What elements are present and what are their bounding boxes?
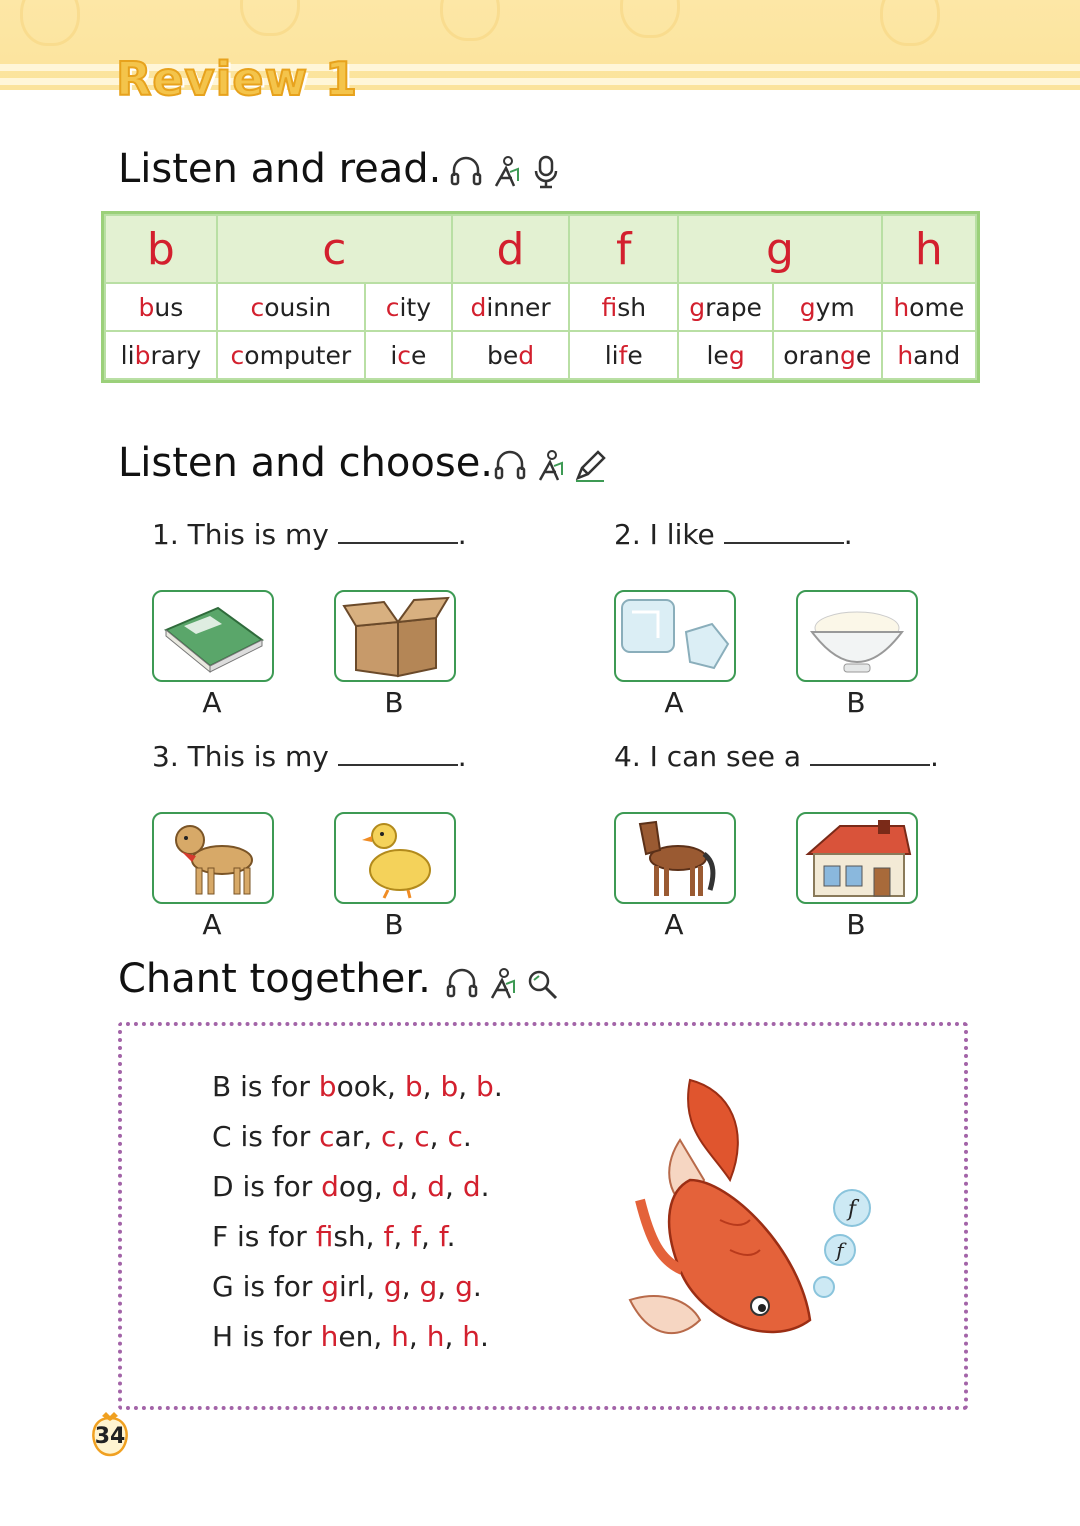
option-dog-picture[interactable]: [152, 812, 274, 904]
option-house-picture[interactable]: [796, 812, 918, 904]
reading-icon: [484, 966, 520, 1002]
chant-line: H is for hen, h, h, h.: [212, 1320, 489, 1353]
option-a-label: A: [664, 908, 684, 941]
option-b-label: B: [846, 908, 866, 941]
strawberry-decoration: [880, 0, 940, 46]
option-b-label: B: [384, 908, 404, 941]
bubble-letter: f: [836, 1238, 844, 1262]
option-horse-picture[interactable]: [614, 812, 736, 904]
section3-icons: [444, 964, 560, 1004]
section-title-listen-read: Listen and read.: [118, 146, 442, 192]
strawberry-decoration: [620, 0, 680, 38]
word-cell: orange: [773, 331, 882, 379]
word-row: [105, 283, 976, 331]
letter-cell: d: [452, 215, 569, 283]
section1-icons: [448, 152, 564, 192]
headphones-icon: [444, 966, 480, 1002]
word-cell: cousin: [217, 283, 365, 331]
chant-line: C is for car, c, c, c.: [212, 1120, 472, 1153]
headphones-icon: [492, 448, 528, 484]
letter-cell: f: [569, 215, 678, 283]
section-title-listen-choose: Listen and choose.: [118, 440, 494, 486]
option-a-label: A: [664, 686, 684, 719]
word-cell: gym: [773, 283, 882, 331]
option-b-label: B: [846, 686, 866, 719]
section2-icons: [492, 446, 608, 486]
bubbles-icon: [806, 1184, 886, 1304]
word-row: [105, 331, 976, 379]
bubble-letter: f: [847, 1197, 857, 1222]
letter-row: [105, 215, 976, 283]
option-ice-picture[interactable]: [614, 590, 736, 682]
letter-cell: b: [105, 215, 217, 283]
reading-icon: [532, 448, 568, 484]
word-cell: hand: [882, 331, 976, 379]
option-book-picture[interactable]: [152, 590, 274, 682]
word-cell: dinner: [452, 283, 569, 331]
page-number-badge: [88, 1410, 132, 1462]
section-title-chant: Chant together.: [118, 956, 431, 1002]
word-cell: bed: [452, 331, 569, 379]
word-cell: fish: [569, 283, 678, 331]
microphone-icon: [528, 154, 564, 190]
word-cell: bus: [105, 283, 217, 331]
chant-line: D is for dog, d, d, d.: [212, 1170, 490, 1203]
page-title: Review 1: [116, 52, 359, 106]
question-2: 2. I like .: [614, 518, 853, 551]
answer-blank[interactable]: [724, 520, 844, 544]
letter-cell: c: [217, 215, 452, 283]
option-a-label: A: [202, 686, 222, 719]
chant-line: F is for fish, f, f, f.: [212, 1220, 456, 1253]
word-cell: leg: [678, 331, 773, 379]
option-duck-picture[interactable]: [334, 812, 456, 904]
word-cell: computer: [217, 331, 365, 379]
option-b-label: B: [384, 686, 404, 719]
headphones-icon: [448, 154, 484, 190]
chant-line: B is for book, b, b, b.: [212, 1070, 503, 1103]
option-a-label: A: [202, 908, 222, 941]
letter-cell: h: [882, 215, 976, 283]
reading-icon: [488, 154, 524, 190]
word-cell: life: [569, 331, 678, 379]
word-cell: city: [365, 283, 452, 331]
pencil-icon: [572, 448, 608, 484]
option-rice-picture[interactable]: [796, 590, 918, 682]
magnifier-icon: [524, 966, 560, 1002]
word-cell: grape: [678, 283, 773, 331]
answer-blank[interactable]: [810, 742, 930, 766]
question-3: 3. This is my .: [152, 740, 467, 773]
answer-blank[interactable]: [338, 520, 458, 544]
word-cell: ice: [365, 331, 452, 379]
chant-line: G is for girl, g, g, g.: [212, 1270, 482, 1303]
question-1: 1. This is my .: [152, 518, 467, 551]
strawberry-decoration: [20, 0, 80, 46]
strawberry-decoration: [240, 0, 300, 36]
word-cell: library: [105, 331, 217, 379]
option-box-picture[interactable]: [334, 590, 456, 682]
letter-cell: g: [678, 215, 881, 283]
strawberry-decoration: [440, 0, 500, 41]
answer-blank[interactable]: [338, 742, 458, 766]
phonics-table: [104, 214, 977, 380]
word-cell: home: [882, 283, 976, 331]
page-number: 34: [94, 1424, 126, 1449]
question-4: 4. I can see a .: [614, 740, 939, 773]
